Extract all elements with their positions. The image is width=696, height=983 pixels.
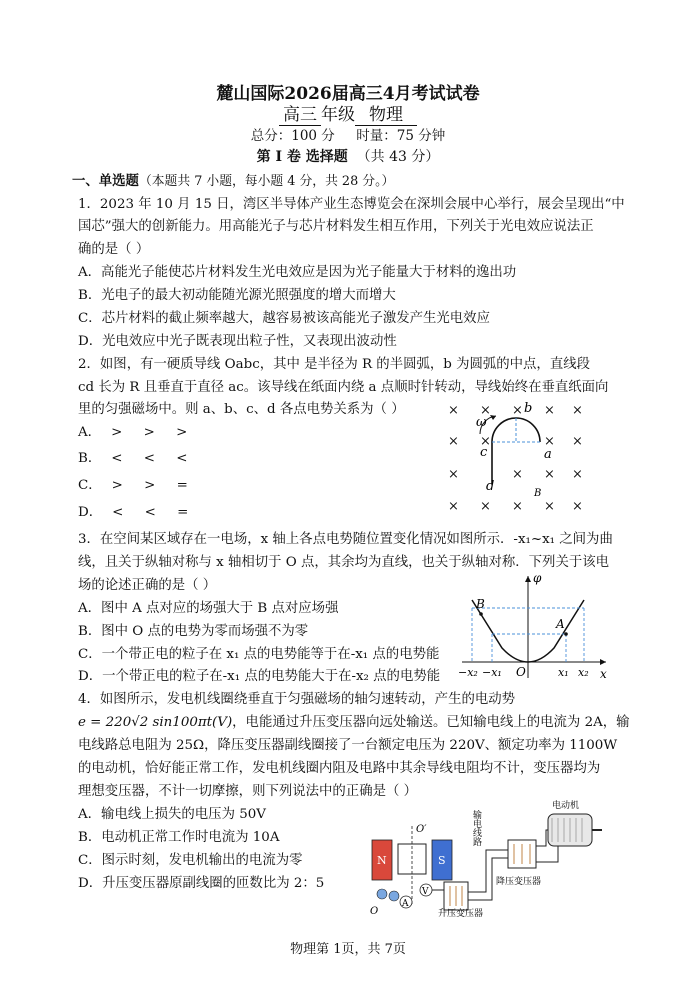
label-x1: x₁ — [558, 666, 569, 679]
label-ammeter: A — [402, 899, 409, 909]
cross-mark: × — [572, 499, 583, 514]
q3-option-d: D．一个带正电的粒子在-x₁ 点的电势能大于在-x₂ 点的电势能 — [78, 669, 441, 684]
label-B: B — [476, 597, 485, 611]
cross-mark: × — [544, 403, 555, 418]
q3-stem-line: 场的论述正确的是（ ） — [78, 578, 217, 593]
exam-title: 麓山国际2026届高三4月考试试卷 — [216, 84, 480, 104]
option-marks: > > = — [111, 478, 188, 493]
cross-mark: × — [480, 499, 491, 514]
part-score: （共 43 分） — [356, 149, 440, 165]
exam-meta — [0, 124, 696, 144]
point-B — [479, 612, 483, 616]
q4-stem-line: 4．如图所示，发电机线圈绕垂直于匀强磁场的轴匀速转动，产生的电动势 — [78, 692, 516, 707]
cross-mark: × — [512, 499, 523, 514]
q1-option-c: C．芯片材料的截止频率越大，越容易被该高能光子激发产生光电效应 — [78, 311, 490, 326]
q4-option-b: B．电动机正常工作时电流为 10A — [78, 830, 280, 845]
slip-ring — [377, 889, 387, 899]
q3-option-c: C．一个带正电的粒子在 x₁ 点的电势能等于在-x₁ 点的电势能 — [78, 647, 440, 662]
option-label: C． — [78, 478, 102, 493]
subject-value: 物理 — [355, 105, 417, 126]
transformer-coils — [450, 886, 462, 906]
cross-mark: × — [448, 467, 459, 482]
cross-mark: × — [572, 403, 583, 418]
label-x2: x₂ — [578, 666, 589, 679]
cross-mark: × — [480, 434, 491, 449]
label-x: x — [600, 667, 607, 681]
q3-option-a: A．图中 A 点对应的场强大于 B 点对应场强 — [78, 601, 339, 616]
emf-formula: e = 220√2 sin100πt(V) — [78, 715, 233, 730]
q2-option-d — [78, 501, 188, 520]
part-label: 第 I 卷 选择题 — [256, 149, 348, 165]
cross-mark: × — [544, 499, 555, 514]
label-neg-x1: −x₁ — [482, 666, 502, 679]
q4-power-transmission-figure — [368, 796, 608, 918]
q1-stem-line: 确的是（ ） — [78, 242, 150, 257]
q3-stem-line: 线，且关于纵轴对称与 x 轴相切于 O 点，其余均为直线，也关于纵轴对称．下列关于该电 — [78, 555, 610, 570]
option-marks: < < < — [111, 451, 188, 466]
transformer-coils — [514, 844, 530, 864]
page-footer: 物理第 1页，共 7页 — [290, 942, 406, 957]
q4-option-a: A．输电线上损失的电压为 50V — [78, 807, 266, 822]
label-motor: 电动机 — [552, 801, 580, 811]
part-heading — [0, 146, 696, 166]
label-neg-x2: −x₂ — [458, 666, 478, 679]
cross-mark: × — [512, 403, 523, 418]
cross-mark: × — [448, 403, 459, 418]
cross-mark: × — [544, 467, 555, 482]
cross-mark: × — [512, 467, 523, 482]
option-label: B． — [78, 451, 102, 466]
grade-suffix: 年级 — [321, 105, 355, 125]
option-marks: > > > — [111, 425, 188, 440]
q3-stem-line: 3．在空间某区域存在一电场，x 轴上各点电势随位置变化情况如图所示．-x₁~x₁ 之间为曲 — [78, 532, 613, 547]
section-title: 一、单选题 — [72, 173, 139, 189]
label-O: O — [370, 906, 379, 917]
cross-mark: × — [448, 499, 459, 514]
q2-option-b — [78, 447, 187, 466]
label-A: A — [556, 617, 565, 631]
cross-mark: × — [448, 434, 459, 449]
label-a: a — [544, 447, 552, 462]
label-step-down: 降压变压器 — [496, 877, 542, 887]
label-phi: φ — [533, 571, 542, 585]
label-O: O — [516, 665, 526, 679]
q2-stem-line: 里的匀强磁场中。则 a、b、c、d 各点电势关系为（ ） — [78, 402, 405, 417]
cross-mark: × — [544, 434, 555, 449]
field-crosses — [448, 403, 583, 514]
slip-ring — [389, 891, 399, 901]
q1-option-a: A．高能光子能使芯片材料发生光电效应是因为光子能量大于材料的逸出功 — [78, 265, 517, 280]
q4-stem-line: 电线路总电阻为 25Ω，降压变压器副线圈接了一台额定电压为 220V、额定功率为 1100W — [78, 738, 618, 753]
q2-magnetic-field-figure — [440, 398, 600, 518]
grade-value: 高三 — [279, 105, 321, 126]
q1-stem-line: 1．2023 年 10 月 15 日，湾区半导体产业生态博览会在深圳会展中心举行，展会呈现出“中 — [78, 197, 625, 212]
label-step-up: 升压变压器 — [438, 909, 484, 918]
x-axis-arrow — [600, 659, 606, 665]
q1-stem-line: 国芯”强大的创新能力。用高能光子与芯片材料发生相互作用，下列关于光电效应说法正 — [78, 219, 594, 234]
point-A — [564, 632, 568, 636]
section-desc: （本题共 7 小题，每小题 4 分，共 28 分。） — [138, 174, 395, 189]
label-b: b — [524, 401, 533, 416]
label-d: d — [486, 479, 495, 494]
total-score: 总分：100 分 — [250, 128, 335, 144]
q4-option-c: C．图示时刻，发电机输出的电流为零 — [78, 853, 303, 868]
q4-stem-text: ，电能通过升压变压器向远处输送。已知输电线上的电流为 2A，输 — [232, 715, 630, 730]
label-voltmeter: V — [422, 887, 429, 897]
label-O-prime: O′ — [416, 824, 427, 835]
time-limit: 时量：75 分钟 — [356, 128, 446, 144]
option-marks: < < = — [112, 505, 189, 520]
y-axis-arrow — [525, 576, 531, 582]
q4-stem-line: 理想变压器，不计一切摩擦，则下列说法中的正确是（ ） — [78, 784, 418, 799]
q2-stem-line: cd 长为 R 且垂直于直径 ac。该导线在纸面内绕 a 点顺时针转动，导线始终在垂直纸面向 — [78, 380, 609, 395]
label-line: 输电线路 — [471, 810, 481, 846]
q3-potential-graph — [456, 570, 616, 682]
label-N: N — [377, 854, 387, 867]
grade-subject-line — [0, 100, 696, 125]
option-label: A． — [78, 425, 102, 440]
label-S: S — [438, 854, 446, 867]
option-label: D． — [78, 505, 103, 520]
q2-option-a — [78, 421, 187, 440]
cross-mark: × — [572, 434, 583, 449]
q4-option-d: D．升压变压器原副线圈的匝数比为 2：5 — [78, 876, 325, 891]
cross-mark: × — [480, 403, 491, 418]
q4-stem-line: 的电动机，恰好能正常工作，发电机线圈内阻及电路中其余导线电阻均不计，变压器均为 — [78, 761, 601, 776]
q1-option-d: D．光电效应中光子既表现出粒子性，又表现出波动性 — [78, 334, 397, 349]
label-omega: ω — [476, 415, 487, 430]
label-B: B — [534, 488, 542, 499]
q1-option-b: B．光电子的最大初动能随光源光照强度的增大而增大 — [78, 288, 396, 303]
section-heading — [72, 170, 394, 189]
cross-mark: × — [572, 467, 583, 482]
q2-stem-line: 2．如图，有一硬质导线 Oabc，其中 是半径为 R 的半圆弧，b 为圆弧的中点，直线段 — [78, 357, 590, 372]
q3-option-b: B．图中 O 点的电势为零而场强不为零 — [78, 624, 309, 639]
q2-option-c — [78, 474, 188, 493]
q4-formula-line — [78, 711, 630, 730]
label-c: c — [480, 445, 488, 460]
